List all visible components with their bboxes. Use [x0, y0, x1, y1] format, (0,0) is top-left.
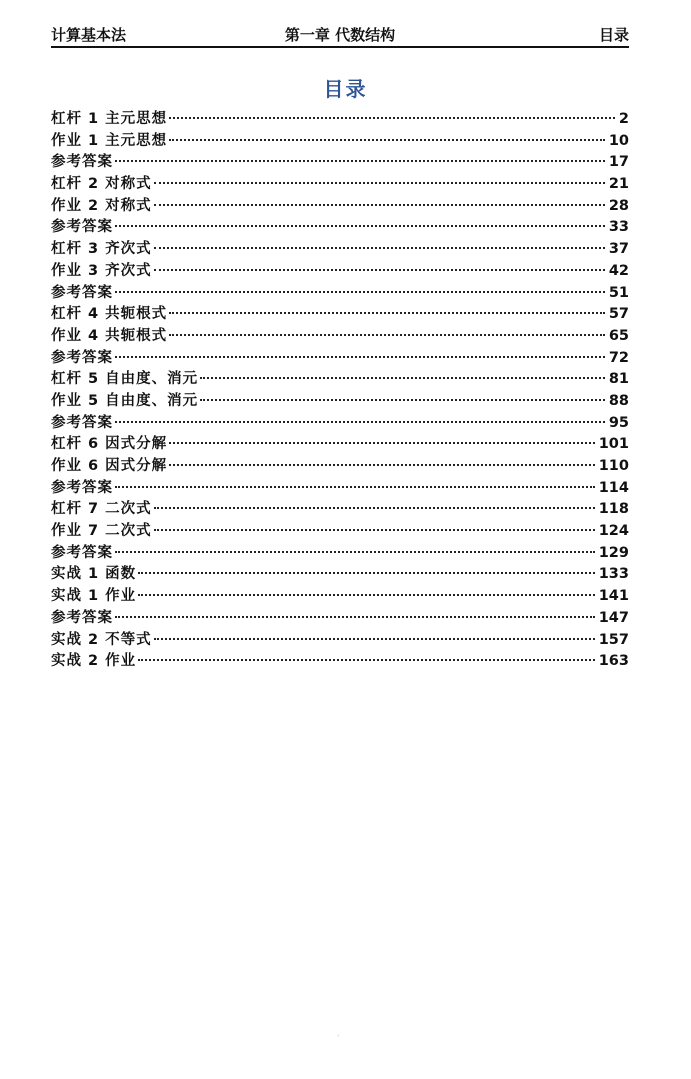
toc-entry-label: 参考答案 [51, 349, 113, 366]
toc-entry-page-number: 157 [598, 631, 629, 648]
toc-entry[interactable] [51, 413, 629, 435]
toc-entry-label: 作业 2 对称式 [51, 197, 152, 214]
toc-entry-page-number: 95 [608, 414, 629, 431]
toc-entry[interactable] [51, 131, 629, 153]
toc-entry-label: 实战 2 不等式 [51, 631, 152, 648]
toc-entry-page-number: 81 [608, 371, 629, 388]
toc-entry-page-number: 17 [608, 154, 629, 171]
toc-entry-label: 杠杆 5 自由度、消元 [51, 371, 199, 388]
toc-entry-page-number: 163 [598, 653, 629, 670]
toc-entry-label: 作业 1 主元思想 [51, 132, 168, 149]
toc-dot-leader [115, 486, 595, 488]
toc-entry-label: 杠杆 1 主元思想 [51, 111, 168, 127]
toc-entry[interactable] [51, 521, 629, 543]
toc-dot-leader [169, 464, 595, 466]
toc-entry[interactable] [51, 348, 629, 370]
toc-entry-label: 参考答案 [51, 479, 113, 496]
toc-entry-page-number: 37 [608, 241, 629, 258]
toc-entry[interactable] [51, 391, 629, 413]
toc-entry[interactable] [51, 434, 629, 456]
toc-dot-leader [169, 442, 595, 444]
toc-entry-label: 实战 1 函数 [51, 566, 137, 583]
toc-dot-leader [115, 160, 605, 162]
toc-entry[interactable] [51, 499, 629, 521]
toc-entry-label: 作业 5 自由度、消元 [51, 392, 199, 409]
header-book-title: 计算基本法 [51, 26, 127, 44]
toc-entry[interactable] [51, 283, 629, 305]
toc-entry[interactable] [51, 478, 629, 500]
toc-entry-label: 实战 1 作业 [51, 588, 137, 605]
toc-entry-label: 作业 4 共轭根式 [51, 327, 168, 344]
toc-entry-label: 杠杆 2 对称式 [51, 176, 152, 193]
toc-entry-page-number: 141 [598, 588, 629, 605]
toc-entry-label: 作业 6 因式分解 [51, 458, 168, 474]
toc-dot-leader [169, 117, 615, 119]
toc-dot-leader [154, 529, 595, 531]
toc-entry-page-number: 72 [608, 349, 629, 366]
toc-title: 目录 [323, 77, 368, 101]
toc-dot-leader [169, 312, 605, 314]
toc-entry-page-number: 57 [608, 306, 629, 323]
toc-entry-page-number: 133 [598, 566, 629, 583]
page-header [51, 24, 629, 48]
toc-entry[interactable] [51, 174, 629, 196]
toc-entry-label: 实战 2 作业 [51, 653, 137, 670]
toc-entry-page-number: 28 [608, 197, 629, 214]
toc-entry[interactable] [51, 456, 629, 478]
toc-entry-label: 杠杆 4 共轭根式 [51, 306, 168, 323]
page-footer-mark: ˈ [337, 1034, 340, 1043]
toc-entry[interactable] [51, 651, 629, 673]
toc-entry-label: 参考答案 [51, 609, 113, 626]
toc-entry[interactable] [51, 326, 629, 348]
toc-entry[interactable] [51, 239, 629, 261]
toc-entry-label: 参考答案 [51, 544, 113, 561]
toc-entry-label: 杠杆 3 齐次式 [51, 241, 152, 258]
toc-dot-leader [154, 507, 595, 509]
toc-entry[interactable] [51, 608, 629, 630]
toc-dot-leader [154, 182, 605, 184]
toc-entry[interactable] [51, 543, 629, 565]
toc-entry-page-number: 110 [598, 458, 629, 474]
toc-entry[interactable] [51, 304, 629, 326]
toc-entry-page-number: 2 [618, 111, 629, 127]
toc-dot-leader [138, 572, 595, 574]
toc-dot-leader [154, 638, 595, 640]
toc-entry[interactable] [51, 217, 629, 239]
toc-entry[interactable] [51, 196, 629, 218]
toc-entry-page-number: 129 [598, 544, 629, 561]
toc-entry-page-number: 124 [598, 523, 629, 540]
toc-dot-leader [115, 551, 595, 553]
toc-dot-leader [154, 269, 605, 271]
toc-entry-label: 作业 3 齐次式 [51, 262, 152, 279]
toc-dot-leader [169, 139, 605, 141]
toc-dot-leader [115, 291, 605, 293]
toc-entry-label: 参考答案 [51, 284, 113, 301]
toc-entry-label: 参考答案 [51, 219, 113, 236]
toc-entry[interactable] [51, 152, 629, 174]
toc-dot-leader [154, 204, 605, 206]
header-section-title: 目录 [598, 26, 629, 44]
toc-list [51, 109, 629, 673]
toc-dot-leader [115, 421, 605, 423]
toc-entry-page-number: 118 [598, 501, 629, 518]
toc-entry-page-number: 33 [608, 219, 629, 236]
toc-entry-page-number: 21 [608, 176, 629, 193]
toc-entry-page-number: 65 [608, 327, 629, 344]
toc-dot-leader [169, 334, 605, 336]
toc-entry[interactable] [51, 630, 629, 652]
toc-entry-page-number: 10 [608, 132, 629, 149]
toc-entry-label: 参考答案 [51, 154, 113, 171]
toc-entry-page-number: 51 [608, 284, 629, 301]
toc-dot-leader [138, 594, 595, 596]
toc-dot-leader [115, 616, 595, 618]
toc-entry-label: 杠杆 7 二次式 [51, 501, 152, 518]
toc-dot-leader [138, 659, 595, 661]
toc-entry-page-number: 42 [608, 262, 629, 279]
toc-entry[interactable] [51, 109, 629, 131]
toc-entry-page-number: 147 [598, 609, 629, 626]
toc-entry[interactable] [51, 261, 629, 283]
toc-entry-page-number: 114 [598, 479, 629, 496]
toc-dot-leader [115, 356, 605, 358]
toc-entry-label: 作业 7 二次式 [51, 523, 152, 540]
toc-entry-label: 杠杆 6 因式分解 [51, 436, 168, 453]
toc-dot-leader [200, 377, 605, 379]
toc-entry-page-number: 101 [598, 436, 629, 453]
toc-entry-page-number: 88 [608, 392, 629, 409]
toc-entry-label: 参考答案 [51, 414, 113, 431]
toc-dot-leader [115, 225, 605, 227]
header-chapter-title: 第一章 代数结构 [284, 26, 396, 44]
toc-dot-leader [154, 247, 605, 249]
toc-entry[interactable] [51, 586, 629, 608]
toc-entry[interactable] [51, 564, 629, 586]
toc-entry[interactable] [51, 369, 629, 391]
toc-dot-leader [200, 399, 605, 401]
